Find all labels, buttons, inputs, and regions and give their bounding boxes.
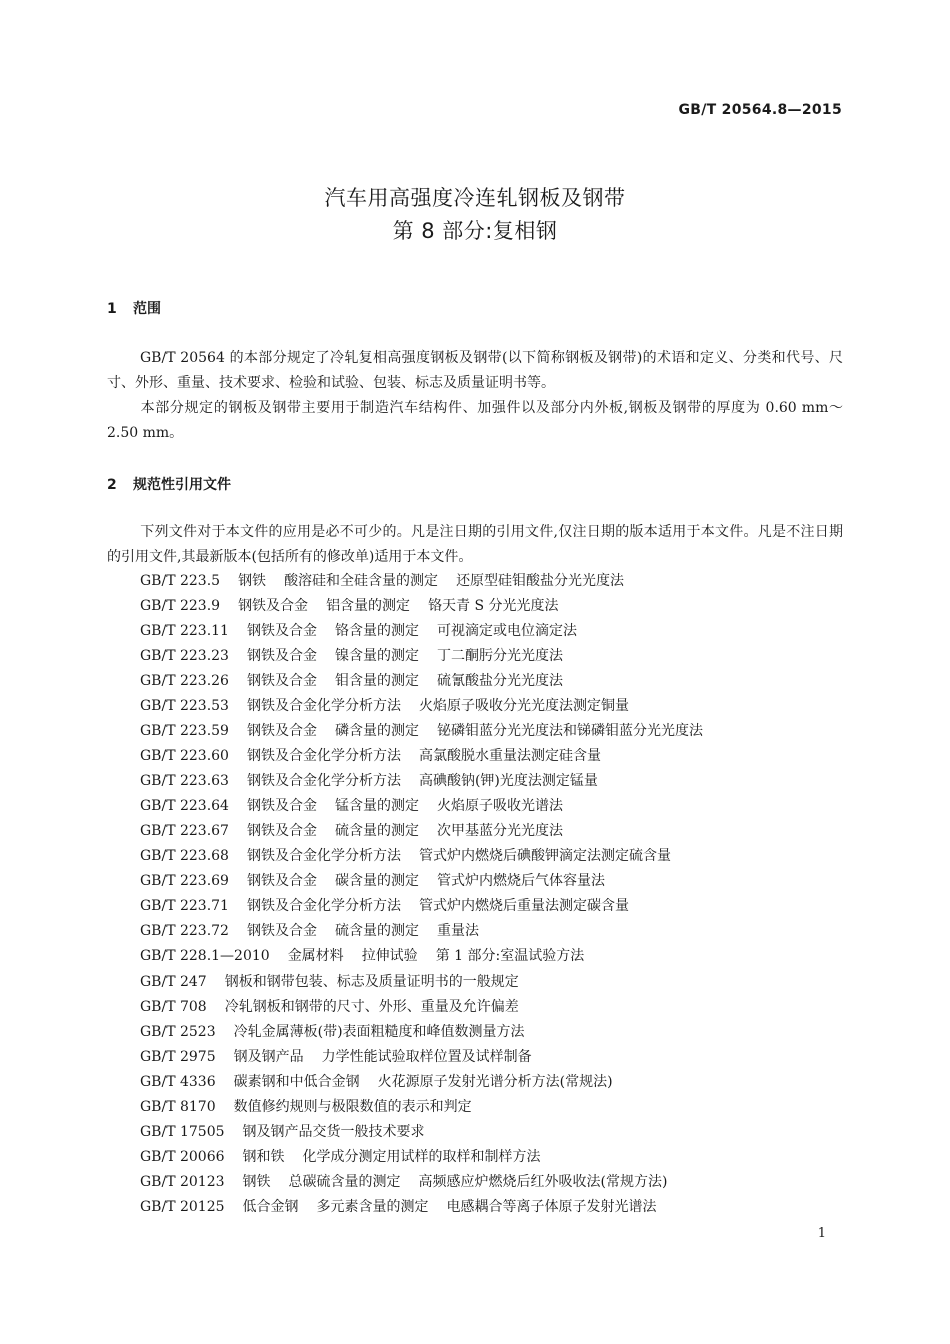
reference-title-part: 铝含量的测定: [326, 598, 411, 615]
reference-title-part: 钢铁及合金化学分析方法: [246, 898, 401, 915]
reference-title-part: 高氯酸脱水重量法测定硅含量: [418, 748, 601, 765]
reference-item: [140, 1095, 850, 1120]
reference-code: GB/T 20123: [140, 1173, 225, 1190]
reference-item: [140, 1045, 850, 1070]
reference-item: [140, 719, 850, 744]
reference-list: [140, 569, 850, 1220]
reference-code: GB/T 708: [140, 998, 207, 1015]
reference-code: GB/T 228.1—2010: [140, 948, 270, 965]
reference-code: GB/T 223.11: [140, 623, 229, 640]
reference-code: GB/T 2523: [140, 1023, 216, 1040]
reference-title-part: 可视滴定或电位滴定法: [436, 623, 577, 640]
section-number: 1: [107, 301, 117, 317]
reference-title-part: 钢铁及合金: [238, 598, 309, 615]
reference-code: GB/T 17505: [140, 1123, 225, 1140]
reference-item: [140, 1170, 850, 1195]
reference-title-part: 多元素含量的测定: [316, 1198, 429, 1215]
reference-code: GB/T 4336: [140, 1073, 216, 1090]
reference-code: GB/T 223.5: [140, 573, 221, 589]
section-1-heading: [107, 298, 161, 318]
reference-code: GB/T 223.64: [140, 798, 229, 815]
reference-title-part: 钢铁及合金化学分析方法: [246, 748, 401, 765]
reference-title-part: 拉伸试验: [361, 948, 418, 965]
reference-title-part: 第 1 部分:室温试验方法: [435, 948, 585, 965]
reference-item: [140, 1145, 850, 1170]
reference-title-part: 钢铁及合金: [246, 623, 317, 640]
reference-code: GB/T 20066: [140, 1148, 225, 1165]
reference-code: GB/T 223.26: [140, 673, 229, 690]
reference-code: GB/T 247: [140, 973, 207, 990]
section-1-paragraph-2: [107, 396, 843, 446]
reference-item: [140, 894, 850, 919]
reference-item: [140, 619, 850, 644]
reference-title-part: 钢铁及合金: [246, 798, 317, 815]
reference-item: [140, 869, 850, 894]
reference-title-part: 火焰原子吸收分光光度法测定铜量: [418, 698, 629, 715]
title-line-2: 第 8 部分:复相钢: [392, 219, 558, 243]
reference-title-part: 钢铁及合金: [246, 673, 317, 690]
reference-code: GB/T 223.72: [140, 923, 229, 940]
reference-title-part: 低合金钢: [242, 1198, 299, 1215]
section-title: 规范性引用文件: [133, 477, 231, 493]
reference-code: GB/T 223.68: [140, 848, 229, 865]
reference-title-part: 管式炉内燃烧后气体容量法: [436, 873, 605, 890]
reference-title-part: 还原型硅钼酸盐分光光度法: [456, 573, 625, 589]
reference-title-part: 钢铁及合金化学分析方法: [246, 698, 401, 715]
reference-title-part: 电感耦合等离子体原子发射光谱法: [446, 1198, 657, 1215]
section-number: 2: [107, 477, 117, 493]
reference-title-part: 钢铁及合金: [246, 648, 317, 665]
reference-title-part: 钢铁: [242, 1173, 271, 1190]
reference-title-part: 丁二酮肟分光光度法: [436, 648, 563, 665]
reference-title-part: 冷轧金属薄板(带)表面粗糙度和峰值数测量方法: [233, 1023, 525, 1040]
reference-title-part: 钢铁: [238, 573, 267, 589]
reference-title-part: 钼含量的测定: [334, 673, 419, 690]
reference-item: [140, 1020, 850, 1045]
reference-title-part: 铬含量的测定: [334, 623, 419, 640]
reference-code: GB/T 223.63: [140, 773, 229, 790]
reference-item: [140, 769, 850, 794]
reference-code: GB/T 223.59: [140, 723, 229, 740]
page-number: 1: [817, 1226, 826, 1241]
reference-title-part: 钢铁及合金化学分析方法: [246, 773, 401, 790]
reference-item: [140, 794, 850, 819]
reference-item: [140, 669, 850, 694]
reference-title-part: 数值修约规则与极限数值的表示和判定: [233, 1098, 472, 1115]
reference-code: GB/T 223.71: [140, 898, 229, 915]
reference-title-part: 火焰原子吸收光谱法: [436, 798, 563, 815]
reference-item: [140, 995, 850, 1020]
reference-title-part: 高频感应炉燃烧后红外吸收法(常规方法): [418, 1173, 668, 1190]
reference-item: [140, 844, 850, 869]
reference-title-part: 硫含量的测定: [334, 823, 419, 840]
reference-title-part: 磷含量的测定: [334, 723, 419, 740]
reference-title-part: 管式炉内燃烧后重量法测定碳含量: [418, 898, 629, 915]
reference-code: GB/T 223.53: [140, 698, 229, 715]
reference-item: [140, 819, 850, 844]
reference-item: [140, 694, 850, 719]
paragraph-text: GB/T 20564 的本部分规定了冷轧复相高强度钢板及钢带(以下简称钢板及钢带)的术语和定义、分类和代号、尺寸、外形、重量、技术要求、检验和试验、包装、标志及质量证明书等。: [107, 350, 843, 391]
reference-code: GB/T 2975: [140, 1048, 216, 1065]
reference-code: GB/T 223.60: [140, 748, 229, 765]
section-2-heading: [107, 474, 231, 494]
title-line-1: 汽车用高强度冷连轧钢板及钢带: [324, 186, 626, 210]
reference-title-part: 钢和铁: [242, 1148, 285, 1165]
reference-item: [140, 1070, 850, 1095]
reference-title-part: 钢铁及合金: [246, 823, 317, 840]
reference-title-part: 钢铁及合金: [246, 873, 317, 890]
reference-title-part: 碳素钢和中低合金钢: [233, 1073, 360, 1090]
reference-title-part: 火花源原子发射光谱分析方法(常规法): [377, 1073, 613, 1090]
reference-title-part: 总碳硫含量的测定: [288, 1173, 401, 1190]
reference-title-part: 力学性能试验取样位置及试样制备: [321, 1048, 532, 1065]
reference-title-part: 锰含量的测定: [334, 798, 419, 815]
reference-title-part: 酸溶硅和全硅含量的测定: [284, 573, 439, 589]
reference-title-part: 次甲基蓝分光光度法: [436, 823, 563, 840]
document-title: [0, 182, 950, 248]
reference-title-part: 铬天青 S 分光光度法: [428, 598, 559, 615]
paragraph-text: 本部分规定的钢板及钢带主要用于制造汽车结构件、加强件以及部分内外板,钢板及钢带的厚度为 0.60 mm～2.50 mm。: [107, 400, 843, 441]
reference-title-part: 冷轧钢板和钢带的尺寸、外形、重量及允许偏差: [224, 998, 519, 1015]
reference-title-part: 碳含量的测定: [334, 873, 419, 890]
reference-item: [140, 594, 850, 619]
reference-item: [140, 744, 850, 769]
reference-title-part: 硫含量的测定: [334, 923, 419, 940]
reference-code: GB/T 20125: [140, 1198, 225, 1215]
reference-title-part: 化学成分测定用试样的取样和制样方法: [302, 1148, 541, 1165]
reference-code: GB/T 8170: [140, 1098, 216, 1115]
reference-title-part: 钢及钢产品: [233, 1048, 304, 1065]
reference-title-part: 铋磷钼蓝分光光度法和锑磷钼蓝分光光度法: [436, 723, 703, 740]
paragraph-text: 下列文件对于本文件的应用是必不可少的。凡是注日期的引用文件,仅注日期的版本适用于本文件。凡是不注日期的引用文件,其最新版本(包括所有的修改单)适用于本文件。: [107, 524, 843, 565]
reference-item: [140, 944, 850, 969]
reference-item: [140, 919, 850, 944]
reference-code: GB/T 223.69: [140, 873, 229, 890]
reference-code: GB/T 223.9: [140, 598, 221, 615]
reference-title-part: 镍含量的测定: [334, 648, 419, 665]
reference-title-part: 钢铁及合金化学分析方法: [246, 848, 401, 865]
reference-title-part: 管式炉内燃烧后碘酸钾滴定法测定硫含量: [418, 848, 671, 865]
reference-title-part: 钢铁及合金: [246, 923, 317, 940]
reference-code: GB/T 223.67: [140, 823, 229, 840]
reference-code: GB/T 223.23: [140, 648, 229, 665]
reference-title-part: 钢铁及合金: [246, 723, 317, 740]
section-title: 范围: [133, 301, 161, 317]
reference-item: [140, 644, 850, 669]
reference-item: [140, 569, 850, 594]
section-1-paragraph-1: [107, 346, 843, 396]
reference-title-part: 钢板和钢带包装、标志及质量证明书的一般规定: [224, 973, 519, 990]
reference-item: [140, 1195, 850, 1220]
reference-item: [140, 1120, 850, 1145]
reference-item: [140, 970, 850, 995]
reference-title-part: 钢及钢产品交货一般技术要求: [242, 1123, 425, 1140]
reference-title-part: 金属材料: [287, 948, 344, 965]
reference-title-part: 硫氰酸盐分光光度法: [436, 673, 563, 690]
section-2-intro: [107, 520, 843, 570]
reference-title-part: 重量法: [436, 923, 479, 940]
reference-title-part: 高碘酸钠(钾)光度法测定锰量: [418, 773, 598, 790]
standard-code: GB/T 20564.8—2015: [678, 102, 842, 118]
